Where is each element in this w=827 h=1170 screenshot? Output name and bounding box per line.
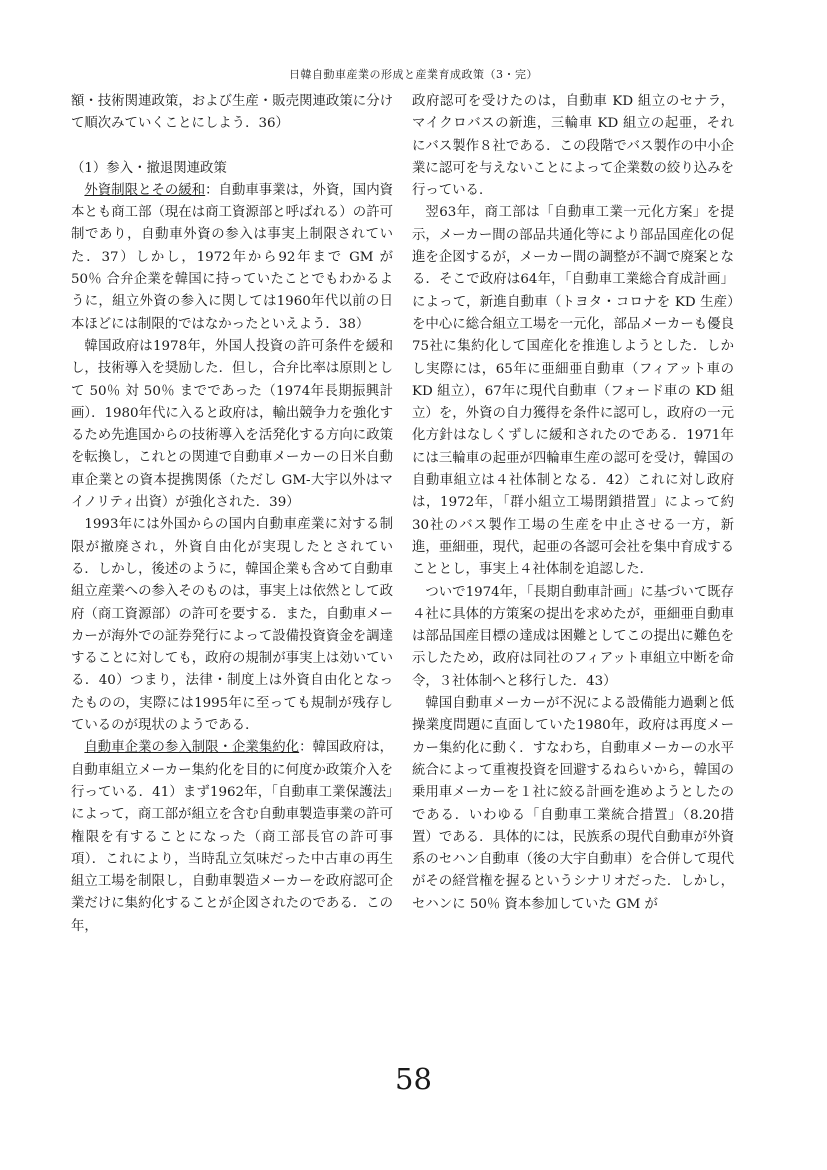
paragraph: 額・技術関連政策，および生産・販売関連政策に分けて順次みていくことにしよう．36） <box>71 94 393 132</box>
page-number: 58 <box>395 1062 432 1096</box>
paragraph-subheading: 自動車企業の参入制限・企業集約化 <box>84 740 300 756</box>
paragraph: 1993年には外国からの国内自動車産業に対する制限が撤廃され，外資自由化が実現したとされている．しかし，後述のように，韓国企業も含めて自動車組立産業への参入そのものは，事実上は依然として政府（商工資源部）の許可を要する．また，自動車メーカーが海外での証券発行によって設備投資資金を調達することに対しても，政府の規制が事実上は効いている．40）つまり，法律・制度上は外資自由化となったものの，実際には1995年に至っても規制が残存しているのが現状のようである． <box>71 517 393 734</box>
paragraph: ついで1974年，「長期自動車計画」に基づいて既存４社に具体的方策案の提出を求めたが，亜細亜自動車は部品国産目標の達成は困難としてこの提出に難色を示したため，政府は同社のフィアット車組立中断を命令，３社体制へと移行した．43） <box>412 584 734 689</box>
paragraph: 韓国政府は1978年，外国人投資の許可条件を緩和し，技術導入を奨励した．但し，合弁比率は原則として 50％ 対 50％ までであった（1974年長期振興計画）．1980年代に入ると政府は，輸出競争力を強化するため先進国からの技術導入を活発化する方向に政策を転換し，これとの関連で自動車メーカーの日米自動車企業との資本提携関係（ただし GM-大宇以外はマイノリティ出資）が強化された．39） <box>71 338 393 511</box>
paragraph-body: ：自動車事業は，外資，国内資本とも商工部（現在は商工資源部と呼ばれる）の許可制であり，自動車外資の参入は事実上制限されていた．37）しかし，1972年から92年まで GM が 50％ 合弁企業を韓国に持っていたことでもわかるように，組立外資の参入に関しては1960年代以前の日本ほどには制限的ではなかったといえよう．38） <box>71 182 394 332</box>
paragraph <box>71 180 393 336</box>
section-heading: （1）参入・撤退関連政策 <box>71 160 227 176</box>
paragraph: 翌63年，商工部は「自動車工業一元化方案」を提示，メーカー間の部品共通化等により部品国産化の促進を企図するが，メーカー間の調整が不調で廃案となる．そこで政府は64年，「自動車工業総合育成計画」によって，新進自動車（トヨタ・コロナを KD 生産）を中心に総合組立工場を一元化，部品メーカーも優良75社に集約化して国産化を推進しようとした．しかし実際には，65年に亜細亜自動車（フィアット車の KD 組立），67年に現代自動車（フォード車の KD 組立）を，外資の自力獲得を条件に認可し，政府の一元化方針はなしくずしに緩和されたのである．1971年には三輪車の起亜が四輪車生産の認可を受け，韓国の自動車組立は４社体制となる．42）これに対し政府は，1972年，「群小組立工場閉鎖措置」によって約30社のバス製作工場の生産を中止させる一方，新進，亜細亜，現代，起亜の各認可会社を集中育成することとし，事実上４社体制を追認した． <box>412 205 734 578</box>
paragraph-subheading: 外資制限とその緩和 <box>84 182 206 198</box>
running-header: 日韓自動車産業の形成と産業育成政策（3・完） <box>289 68 538 81</box>
paragraph: 政府認可を受けたのは，自動車 KD 組立のセナラ，マイクロバスの新進，三輪車 KD 組立の起亜，それにバス製作８社である．この段階でバス製作の中小企業に認可を与えないことによって企業数の絞り込みを行っている． <box>412 94 734 199</box>
paragraph <box>71 737 393 938</box>
paragraph: 韓国自動車メーカーが不況による設備能力過剰と低操業度問題に直面していた1980年，政府は再度メーカー集約化に動く．すなわち，自動車メーカーの水平統合によって重複投資を回避するねらいから，韓国の乗用車メーカーを１社に絞る計画を進めようとしたのである．いわゆる「自動車工業統合措置」（8.20措置）である．具体的には，民族系の現代自動車が外資系のセハン自動車（後の大宇自動車）を合併して現代がその経営権を握るというシナリオだった．しかし，セハンに 50％ 資本参加していた GM が <box>412 696 734 912</box>
paragraph-body: ：韓国政府は，自動車組立メーカー集約化を目的に何度か政策介入を行っている．41）まず1962年，「自動車工業保護法」によって，商工部が組立を含む自動車製造事業の許可権限を有することになった（商工部長官の許可事項）．これにより，当時乱立気味だった中古車の再生組立工場を制限し，自動車製造メーカーを政府認可企業だけに集約化することが企図されたのである．この年， <box>71 740 393 934</box>
right-column <box>412 91 734 916</box>
left-column <box>71 91 393 938</box>
